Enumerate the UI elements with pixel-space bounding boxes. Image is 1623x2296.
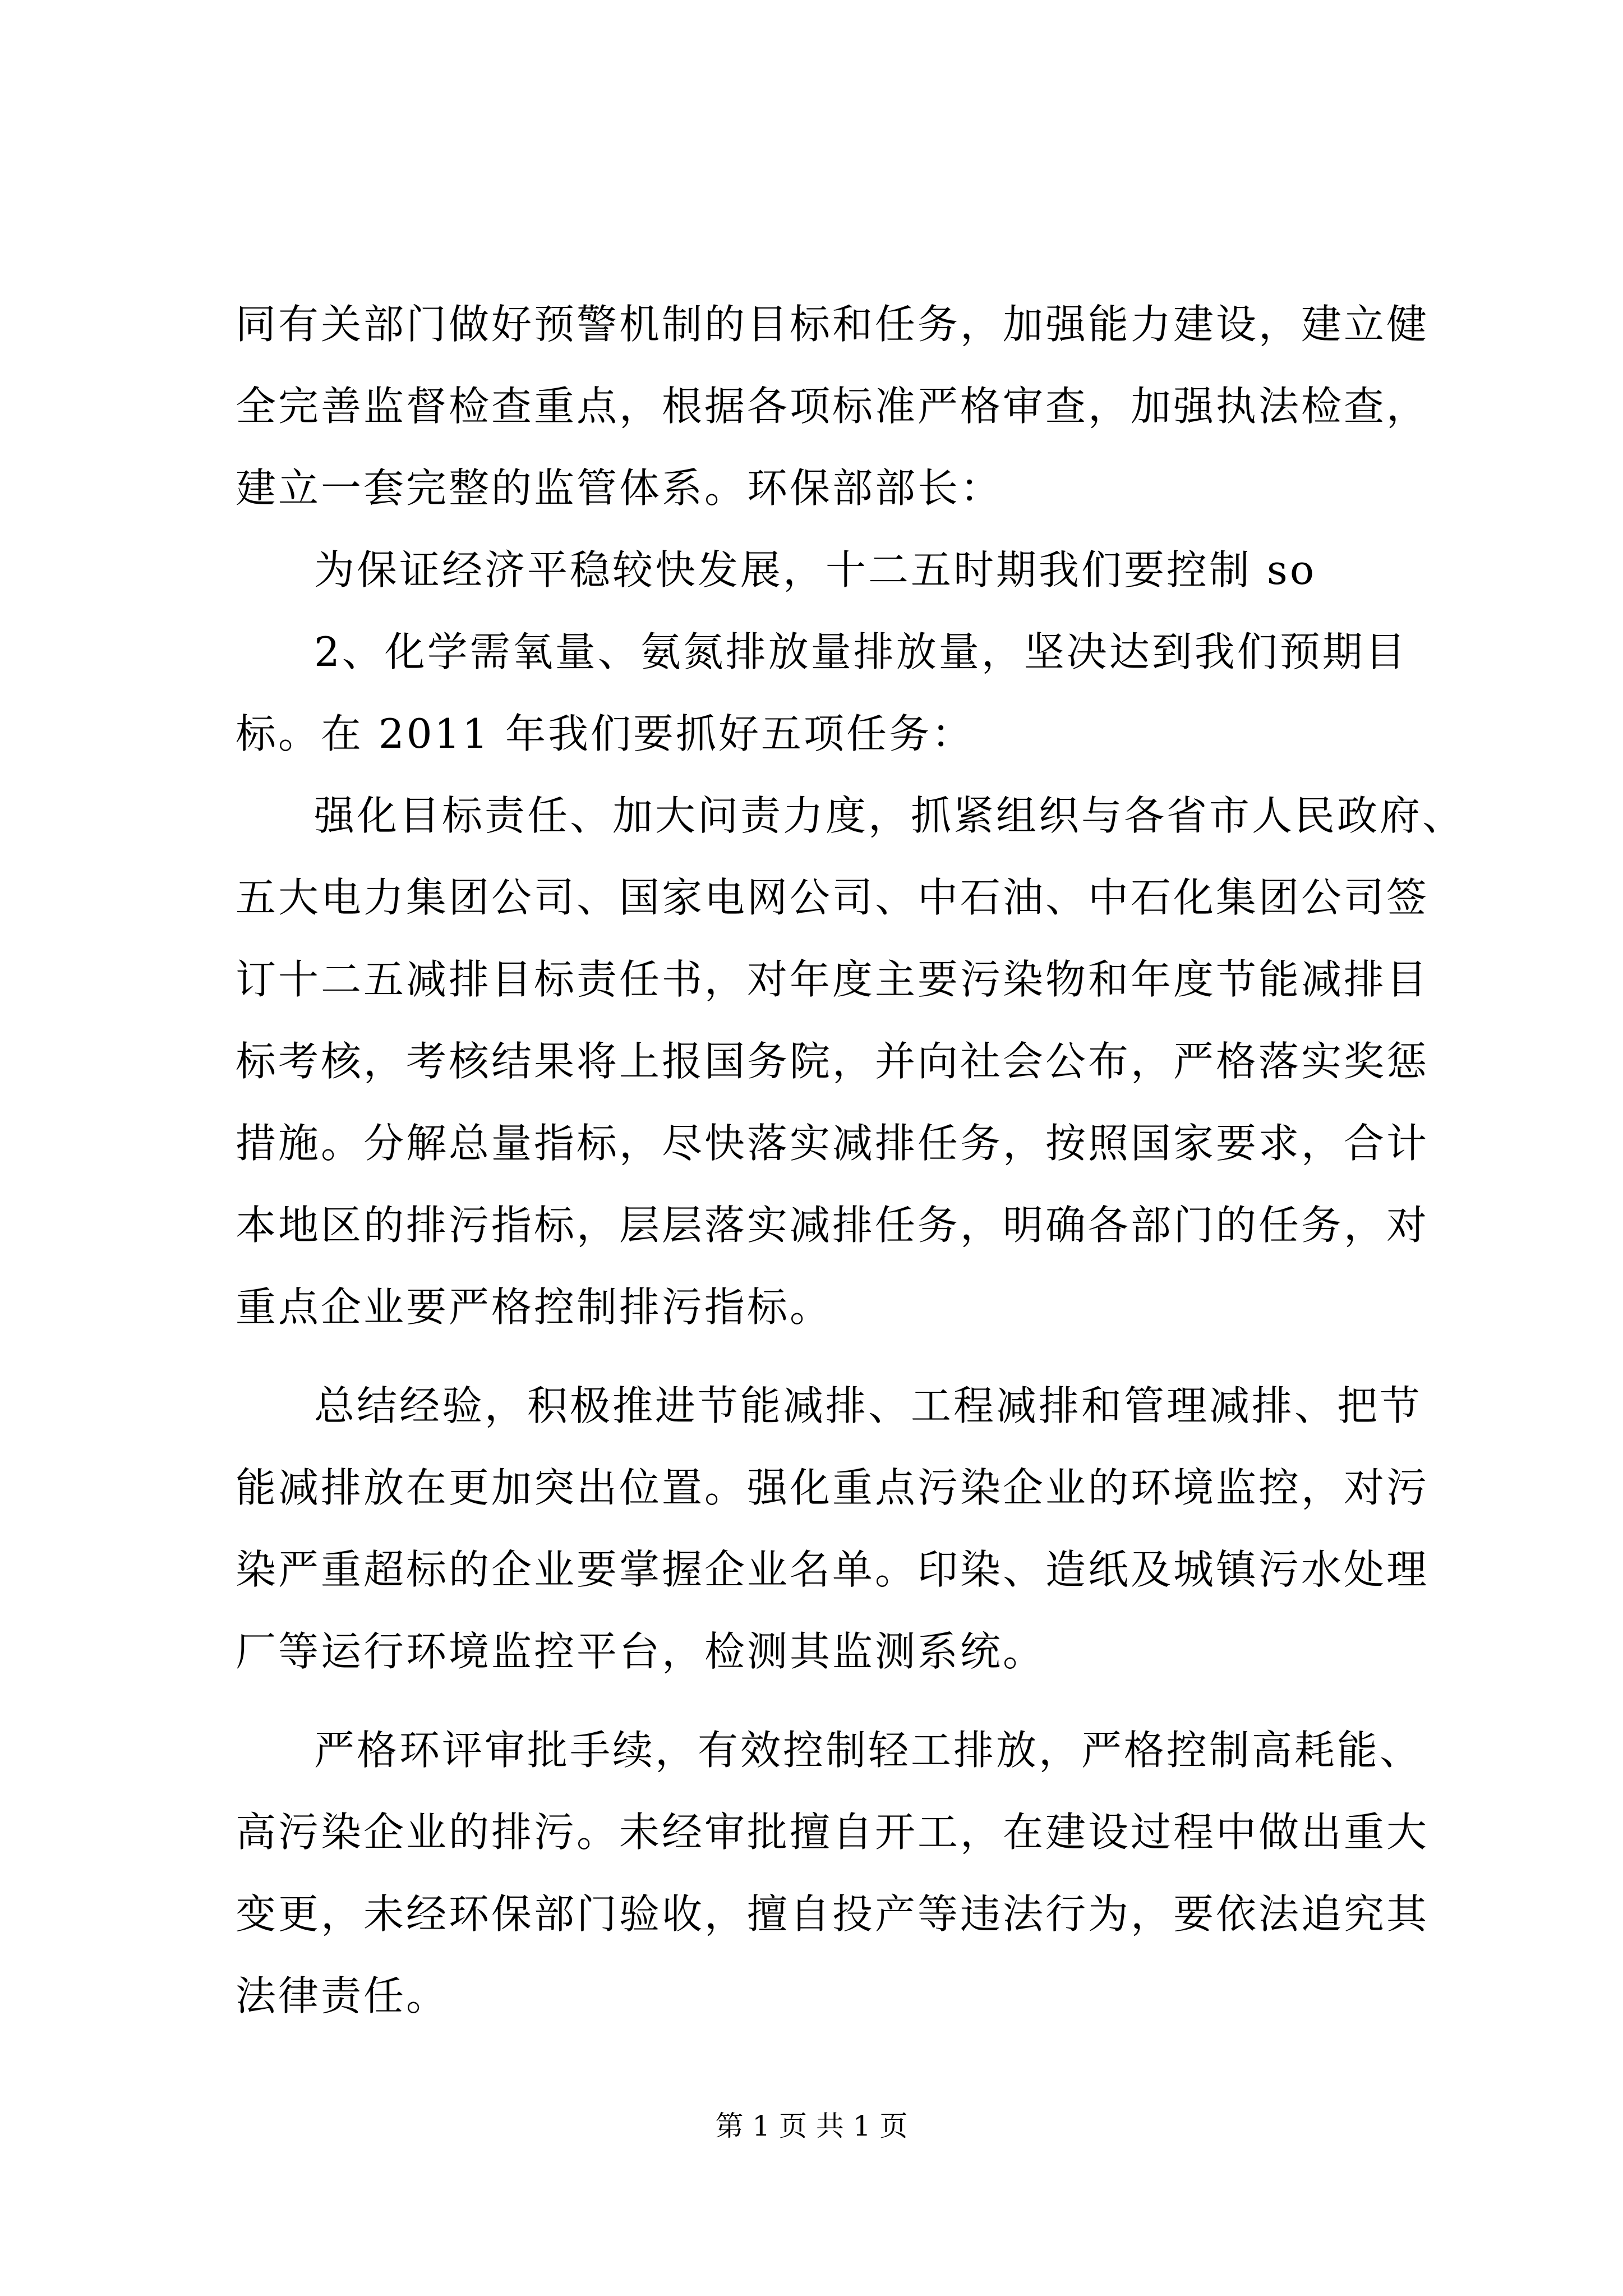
paragraph-start-line: 强化目标责任、加大问责力度，抓紧组织与各省市人民政府、 xyxy=(314,792,1465,839)
paragraph-gap xyxy=(236,1348,1424,1365)
text-line: 标考核，考核结果将上报国务院，并向社会公布，严格落实奖惩 xyxy=(236,1038,1430,1085)
text-line: 变更，未经环保部门验收，擅自投产等违法行为，要依法追究其 xyxy=(236,1890,1430,1938)
text-line: 五大电力集团公司、国家电网公司、中石油、中石化集团公司签 xyxy=(236,874,1430,921)
text-line: 能减排放在更加突出位置。强化重点污染企业的环境监控，对污 xyxy=(236,1464,1430,1511)
text-line: 同有关部门做好预警机制的目标和任务，加强能力建设，建立健 xyxy=(236,301,1430,348)
text-line: 法律责任。 xyxy=(236,1972,449,2019)
text-line: 订十二五减排目标责任书，对年度主要污染物和年度节能减排目 xyxy=(236,956,1430,1003)
text-line: 染严重超标的企业要掌握企业名单。印染、造纸及城镇污水处理 xyxy=(236,1546,1430,1593)
paragraph-gap xyxy=(236,1692,1424,1709)
paragraph-start-line: 严格环评审批手续，有效控制轻工排放，严格控制高耗能、 xyxy=(314,1727,1423,1774)
paragraph-start-line: 2、化学需氧量、氨氮排放量排放量，坚决达到我们预期目 xyxy=(314,628,1408,675)
text-line: 高污染企业的排污。未经审批擅自开工，在建设过程中做出重大 xyxy=(236,1809,1430,1856)
page-number-footer: 第 1 页 共 1 页 xyxy=(715,2110,908,2142)
paragraph-start-line: 为保证经济平稳较快发展，十二五时期我们要控制 so xyxy=(314,546,1317,593)
text-line: 措施。分解总量指标，尽快落实减排任务，按照国家要求，合计 xyxy=(236,1120,1430,1167)
text-line: 厂等运行环境监控平台，检测其监测系统。 xyxy=(236,1628,1046,1675)
text-line: 本地区的排污指标，层层落实减排任务，明确各部门的任务，对 xyxy=(236,1202,1430,1249)
text-line: 建立一套完整的监管体系。环保部部长： xyxy=(236,464,1003,512)
document-body xyxy=(236,283,1465,2037)
text-line: 全完善监督检查重点，根据各项标准严格审查，加强执法检查， xyxy=(236,383,1430,430)
text-line: 重点企业要严格控制排污指标。 xyxy=(236,1283,833,1331)
paragraph-start-line: 总结经验，积极推进节能减排、工程减排和管理减排、把节 xyxy=(314,1382,1423,1429)
text-line: 标。在 2011 年我们要抓好五项任务： xyxy=(236,710,975,757)
